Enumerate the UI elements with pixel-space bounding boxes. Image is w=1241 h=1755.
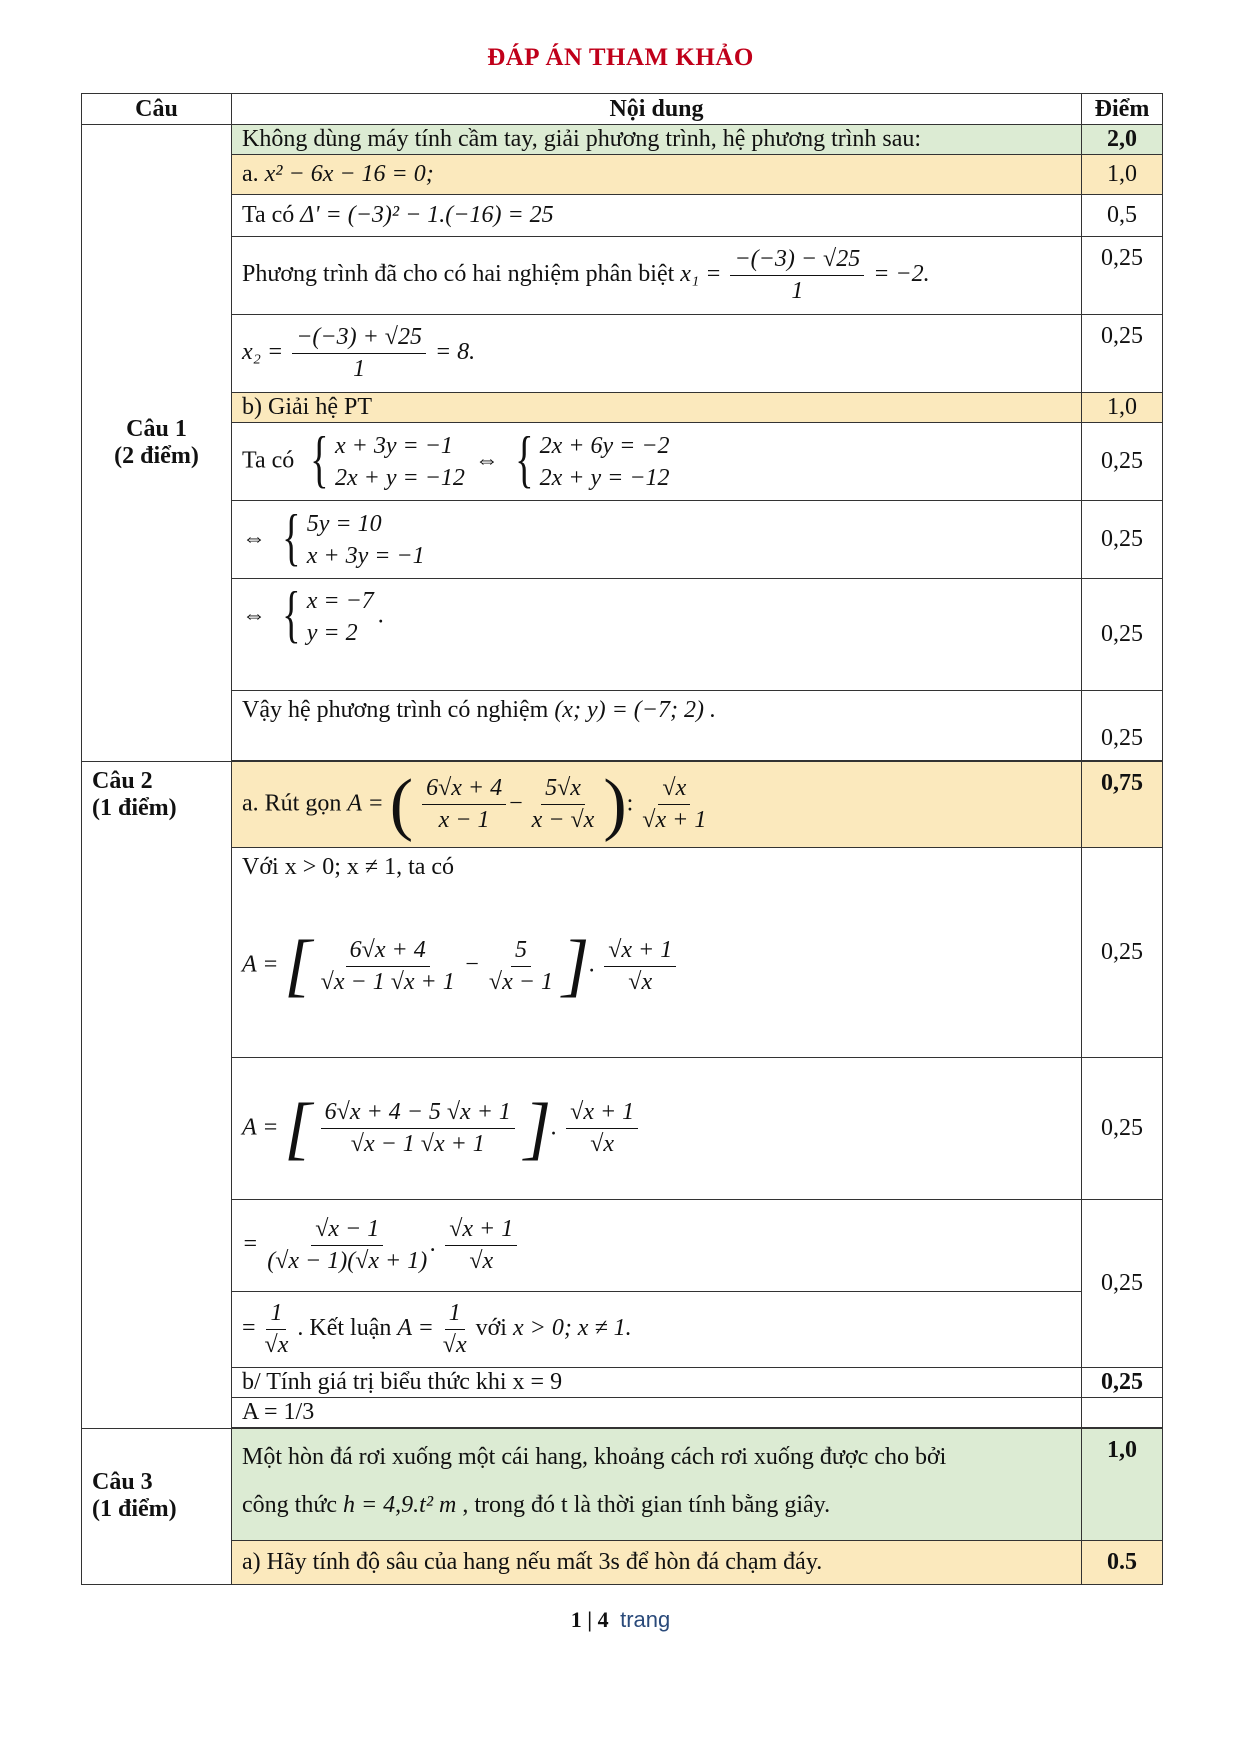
cau1-intro: Không dùng máy tính cầm tay, giải phương trình, hệ phương trình sau: xyxy=(232,125,1082,155)
cau1-conclusion-pts: 0,25 xyxy=(1082,691,1163,761)
cau1-x2-frac: $\frac{-(-3) + √25}{1}$ xyxy=(292,324,426,383)
cau1-x2-pts: 0,25 xyxy=(1082,315,1163,393)
cau1-b1-sys1: { x + 3y = −1 2x + y = −12 xyxy=(310,422,465,494)
cau2-s4: = $\frac{1}{√x}$ . Kết luận A = $\frac{1}{√x}$ với x > 0; x ≠ 1. xyxy=(232,1292,1082,1368)
cau1-b1-pts: 0,25 xyxy=(1082,423,1163,501)
cau3-a: a) Hãy tính độ sâu của hang nếu mất 3s để hòn đá chạm đáy. xyxy=(232,1541,1082,1585)
cau1-b3-pts: 0,25 xyxy=(1082,579,1163,691)
cau2-cell xyxy=(82,762,232,1429)
cau1-intro-pts: 2,0 xyxy=(1082,125,1163,155)
cau2-b: b/ Tính giá trị biểu thức khi x = 9 xyxy=(232,1368,1082,1398)
cau1-x1-pts: 0,25 xyxy=(1082,237,1163,315)
cau1-b1-sys2: { 2x + 6y = −2 2x + y = −12 xyxy=(515,422,670,494)
cau1-label: Câu 1 xyxy=(126,416,187,442)
cau2-s2-pts: 0,25 xyxy=(1082,1058,1163,1200)
cau1-b: b) Giải hệ PT xyxy=(232,393,1082,423)
header-noi-dung: Nội dung xyxy=(232,94,1082,125)
cau2-label: Câu 2 xyxy=(92,768,153,794)
page-number: 1 | 4 xyxy=(570,1607,609,1632)
cau3-cell xyxy=(82,1429,232,1585)
cau2-cond: Với x > 0; x ≠ 1, ta có xyxy=(242,854,455,880)
cau3-points: (1 điểm) xyxy=(92,1496,177,1522)
answer-table xyxy=(81,93,1163,1585)
header-diem: Điểm xyxy=(1082,94,1163,125)
cau1-b2-sys: { 5y = 10 x + 3y = −1 xyxy=(282,500,425,572)
cau1-b1: Ta có { x + 3y = −1 2x + y = −12 ⇔ { 2x + 6y = −2 2x + y = −12 xyxy=(232,423,1082,501)
cau1-x1: Phương trình đã cho có hai nghiệm phân biệt x₁ = $\frac{-(-3) - √25}{1}$ = −2. xyxy=(232,237,1082,315)
cau2-s3: = $\frac{√x - 1}{(√x - 1)(√x + 1)}$ . $\frac{√x + 1}{√x}$ xyxy=(232,1200,1082,1292)
cau1-b-pts: 1,0 xyxy=(1082,393,1163,423)
cau1-b2: ⇔ { 5y = 10 x + 3y = −1 xyxy=(232,501,1082,579)
cau1-points: (2 điểm) xyxy=(114,443,199,469)
cau1-delta: Ta có Δ' = (−3)² − 1.(−16) = 25 xyxy=(232,195,1082,237)
page-title: ĐÁP ÁN THAM KHẢO xyxy=(487,44,754,71)
cau2-b-ans: A = 1/3 xyxy=(232,1398,1082,1428)
cau1-b3: ⇔ { x = −7 y = 2 . xyxy=(232,579,1082,691)
cau1-cell xyxy=(82,125,232,762)
cau2-s3-pts: 0,25 xyxy=(1082,1200,1163,1368)
cau2-s1-expr: A = [ $\frac{6√x + 4}{√x - 1 √x + 1}$ − $\frac{5}{√x - 1}$ ]. $\frac{√x + 1}{√x}$ xyxy=(242,931,1071,1001)
cau1-b2-pts: 0,25 xyxy=(1082,501,1163,579)
cau1-conclusion: Vậy hệ phương trình có nghiệm (x; y) = (−7; 2) . xyxy=(232,691,1082,761)
cau2-s1 xyxy=(232,848,1082,1058)
cau2-b-pts: 0,25 xyxy=(1082,1368,1163,1398)
page-trang: trang xyxy=(620,1607,671,1632)
cau2-s2: A = [ $\frac{6√x + 4 - 5 √x + 1}{√x - 1 √x + 1}$ ]. $\frac{√x + 1}{√x}$ xyxy=(232,1058,1082,1200)
cau1-b3-sys: { x = −7 y = 2 xyxy=(282,578,374,649)
cau3-intro: Một hòn đá rơi xuống một cái hang, khoảng cách rơi xuống được cho bởi công thức h = 4,9.t² m , trong đó t là thời gian tính bằng giây. xyxy=(232,1429,1082,1541)
cau1-a-pts: 1,0 xyxy=(1082,155,1163,195)
cau2-points: (1 điểm) xyxy=(92,795,177,821)
table-header xyxy=(82,94,1163,125)
cau1-x1-frac: $\frac{-(-3) - √25}{1}$ xyxy=(730,246,864,305)
header-cau: Câu xyxy=(82,94,232,125)
cau1-delta-pts: 0,5 xyxy=(1082,195,1163,237)
cau1-delta-eq: Δ' = (−3)² − 1.(−16) = 25 xyxy=(300,202,554,228)
cau1-a-eq: x² − 6x − 16 = 0; xyxy=(264,161,434,187)
cau3-a-pts: 0.5 xyxy=(1082,1541,1163,1585)
cau1-a: a. x² − 6x − 16 = 0; xyxy=(232,155,1082,195)
cau2-a: a. Rút gọn A = ( $\frac{6√x + 4}{x - 1}$ − $\frac{5√x}{x - √x}$ ): $\frac{√x}{√x + 1}$ xyxy=(232,762,1082,848)
page-footer xyxy=(0,1607,1241,1633)
cau2-a-pts: 0,75 xyxy=(1082,762,1163,848)
cau2-s1-pts: 0,25 xyxy=(1082,848,1163,1058)
cau3-intro-pts: 1,0 xyxy=(1082,1429,1163,1541)
cau1-x2: x₂ = $\frac{-(-3) + √25}{1}$ = 8. xyxy=(232,315,1082,393)
cau3-label: Câu 3 xyxy=(92,1469,153,1495)
